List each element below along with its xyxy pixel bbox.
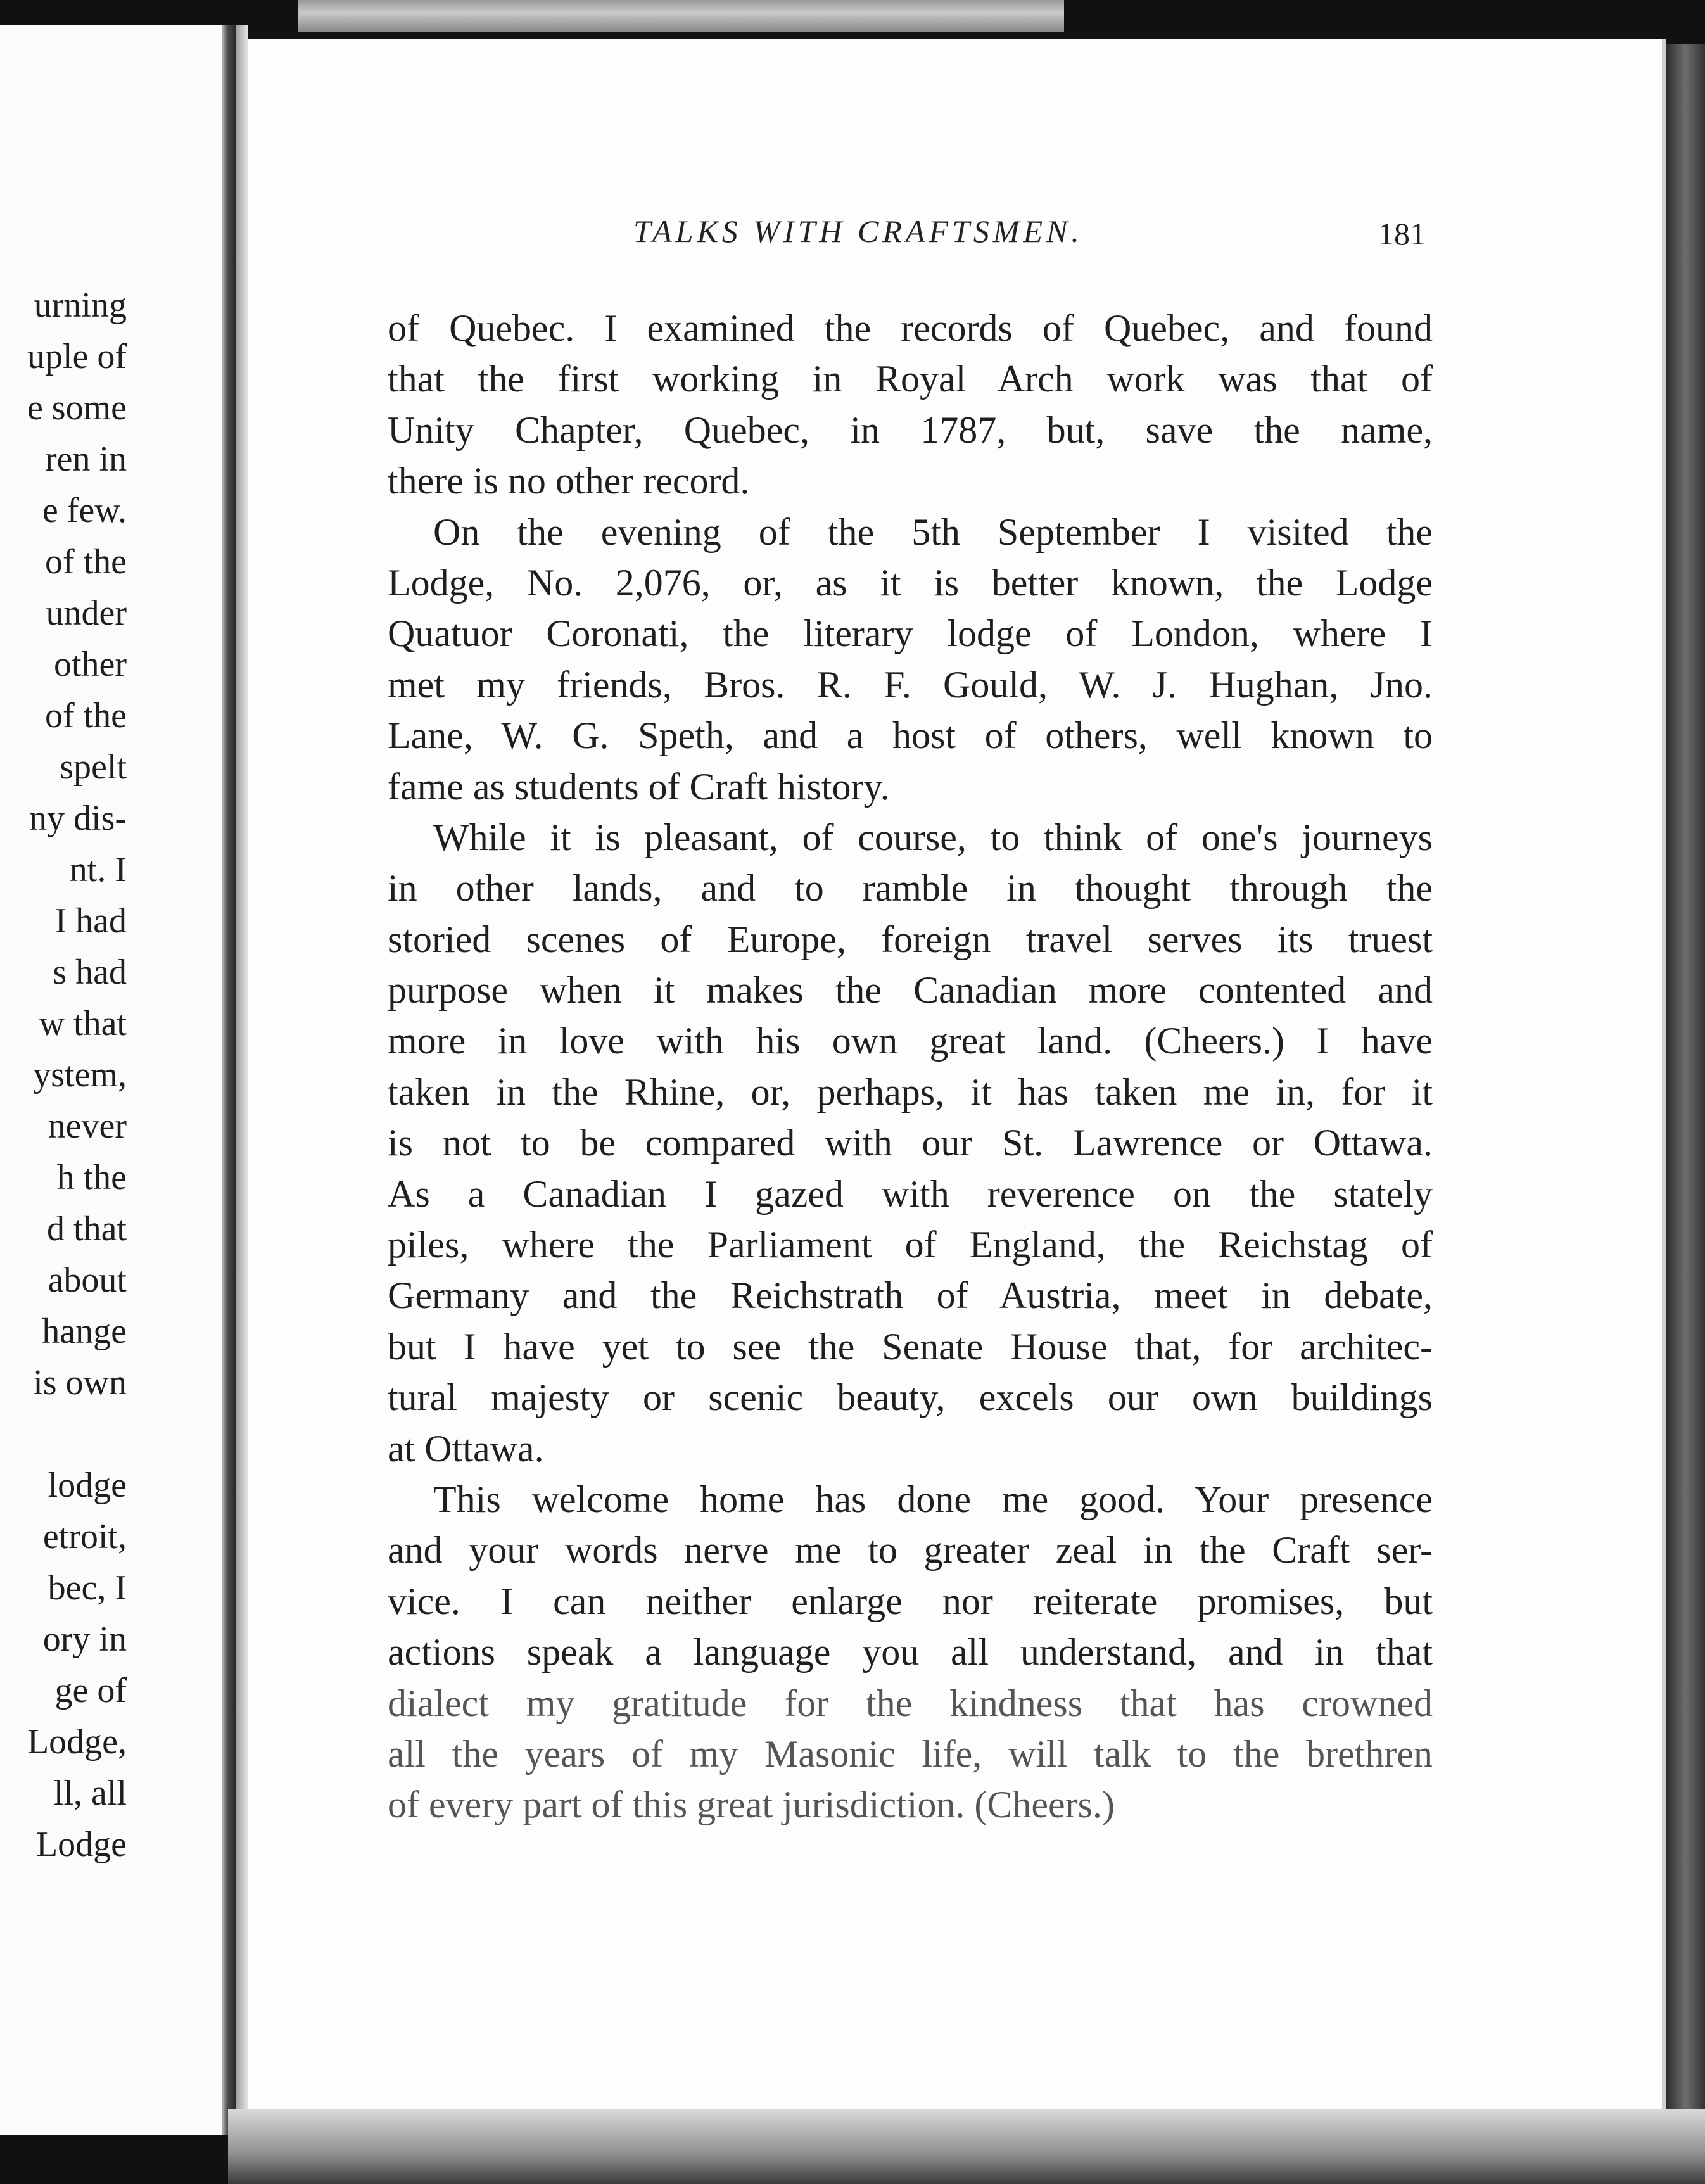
left-page-line: Lodge,: [27, 1722, 127, 1762]
text-line: more in love with his own great land. (Cheers.) I have: [388, 1020, 1433, 1062]
left-page-line: nt. I: [69, 850, 127, 889]
text-line: is not to be compared with our St. Lawrence or Ottawa.: [388, 1122, 1433, 1164]
text-line: tural majesty or scenic beauty, excels our own buildings: [388, 1376, 1433, 1419]
running-head: TALKS WITH CRAFTSMEN.: [633, 213, 1083, 249]
text-line: at Ottawa.: [388, 1427, 544, 1470]
left-page-line: under: [46, 594, 127, 633]
left-page-line: ren in: [44, 440, 127, 479]
left-page-line: w that: [39, 1004, 127, 1043]
left-page-line: h the: [56, 1158, 127, 1197]
left-page-line: of the: [44, 696, 127, 735]
left-page-line: Lodge: [35, 1825, 127, 1864]
left-page-line: other: [53, 645, 127, 684]
top-paper-edge: [298, 0, 1064, 32]
gutter-shadow: [236, 25, 248, 2135]
left-page-line: ystem,: [33, 1055, 127, 1095]
text-line: in other lands, and to ramble in thought through the: [388, 867, 1433, 910]
bottom-paper-edge: [228, 2109, 1705, 2184]
text-line: of every part of this great jurisdiction. (Cheers.): [388, 1784, 1115, 1826]
left-page-line: ll, all: [53, 1774, 127, 1813]
text-line: Lane, W. G. Speth, and a host of others, well known to: [388, 714, 1433, 757]
text-line: storied scenes of Europe, foreign travel serves its truest: [388, 918, 1433, 960]
book-gutter: [222, 25, 236, 2135]
left-page-line: s had: [53, 953, 127, 992]
left-page-line: ge of: [54, 1671, 127, 1710]
left-page-line: urning: [34, 286, 127, 325]
text-line: taken in the Rhine, or, perhaps, it has taken me in, for it: [388, 1070, 1433, 1113]
text-line: met my friends, Bros. R. F. Gould, W. J. Hughan, Jno.: [388, 663, 1433, 706]
text-line: vice. I can neither enlarge nor reiterate promises, but: [388, 1580, 1433, 1622]
left-page-line: hange: [42, 1312, 127, 1351]
left-page-line: lodge: [48, 1466, 127, 1505]
text-line: Germany and the Reichstrath of Austria, meet in debate,: [388, 1274, 1433, 1317]
left-page-line: bec, I: [48, 1568, 127, 1608]
text-line: dialect my gratitude for the kindness that has crowned: [388, 1682, 1433, 1724]
text-line: there is no other record.: [388, 460, 750, 502]
text-line: This welcome home has done me good. Your presence: [433, 1478, 1433, 1520]
text-line: fame as students of Craft history.: [388, 765, 890, 808]
left-page-line: ory in: [42, 1620, 127, 1659]
previous-page-fragment: [0, 25, 222, 2135]
text-line: and your words nerve me to greater zeal in the Craft ser-: [388, 1529, 1433, 1571]
left-page-line: never: [48, 1107, 127, 1146]
left-page-line: I had: [54, 901, 127, 941]
text-line: piles, where the Parliament of England, the Reichstag of: [388, 1224, 1433, 1266]
text-line: Lodge, No. 2,076, or, as it is better known, the Lodge: [388, 561, 1433, 604]
left-page-line: e some: [27, 388, 127, 428]
text-line: On the evening of the 5th September I visited the: [433, 511, 1433, 553]
text-line: actions speak a language you all understand, and in that: [388, 1631, 1433, 1673]
left-page-line: is own: [33, 1363, 127, 1402]
left-page-line: spelt: [60, 747, 127, 787]
text-line: As a Canadian I gazed with reverence on the stately: [388, 1172, 1433, 1215]
text-line: While it is pleasant, of course, to think of one's journeys: [433, 816, 1433, 858]
text-line: purpose when it makes the Canadian more contented and: [388, 969, 1433, 1012]
left-page-line: about: [48, 1260, 127, 1300]
left-page-line: etroit,: [42, 1517, 127, 1556]
page-body: [388, 303, 1433, 1831]
left-page-line: ny dis-: [29, 799, 127, 838]
page-number: 181: [1378, 216, 1426, 251]
left-page-line: e few.: [42, 491, 127, 530]
text-line: of Quebec. I examined the records of Quebec, and found: [388, 307, 1433, 349]
text-line: Unity Chapter, Quebec, in 1787, but, save the name,: [388, 409, 1433, 451]
left-page-line: uple of: [27, 337, 127, 376]
text-line: all the years of my Masonic life, will talk to the brethren: [388, 1732, 1433, 1775]
right-page-edge: [1666, 44, 1705, 2184]
text-line: Quatuor Coronati, the literary lodge of London, where I: [388, 613, 1433, 655]
left-page-line: of the: [44, 542, 127, 581]
text-line: but I have yet to see the Senate House that, for architec-: [388, 1325, 1433, 1368]
text-line: that the first working in Royal Arch work was that of: [388, 358, 1433, 400]
left-page-line: d that: [47, 1209, 127, 1248]
